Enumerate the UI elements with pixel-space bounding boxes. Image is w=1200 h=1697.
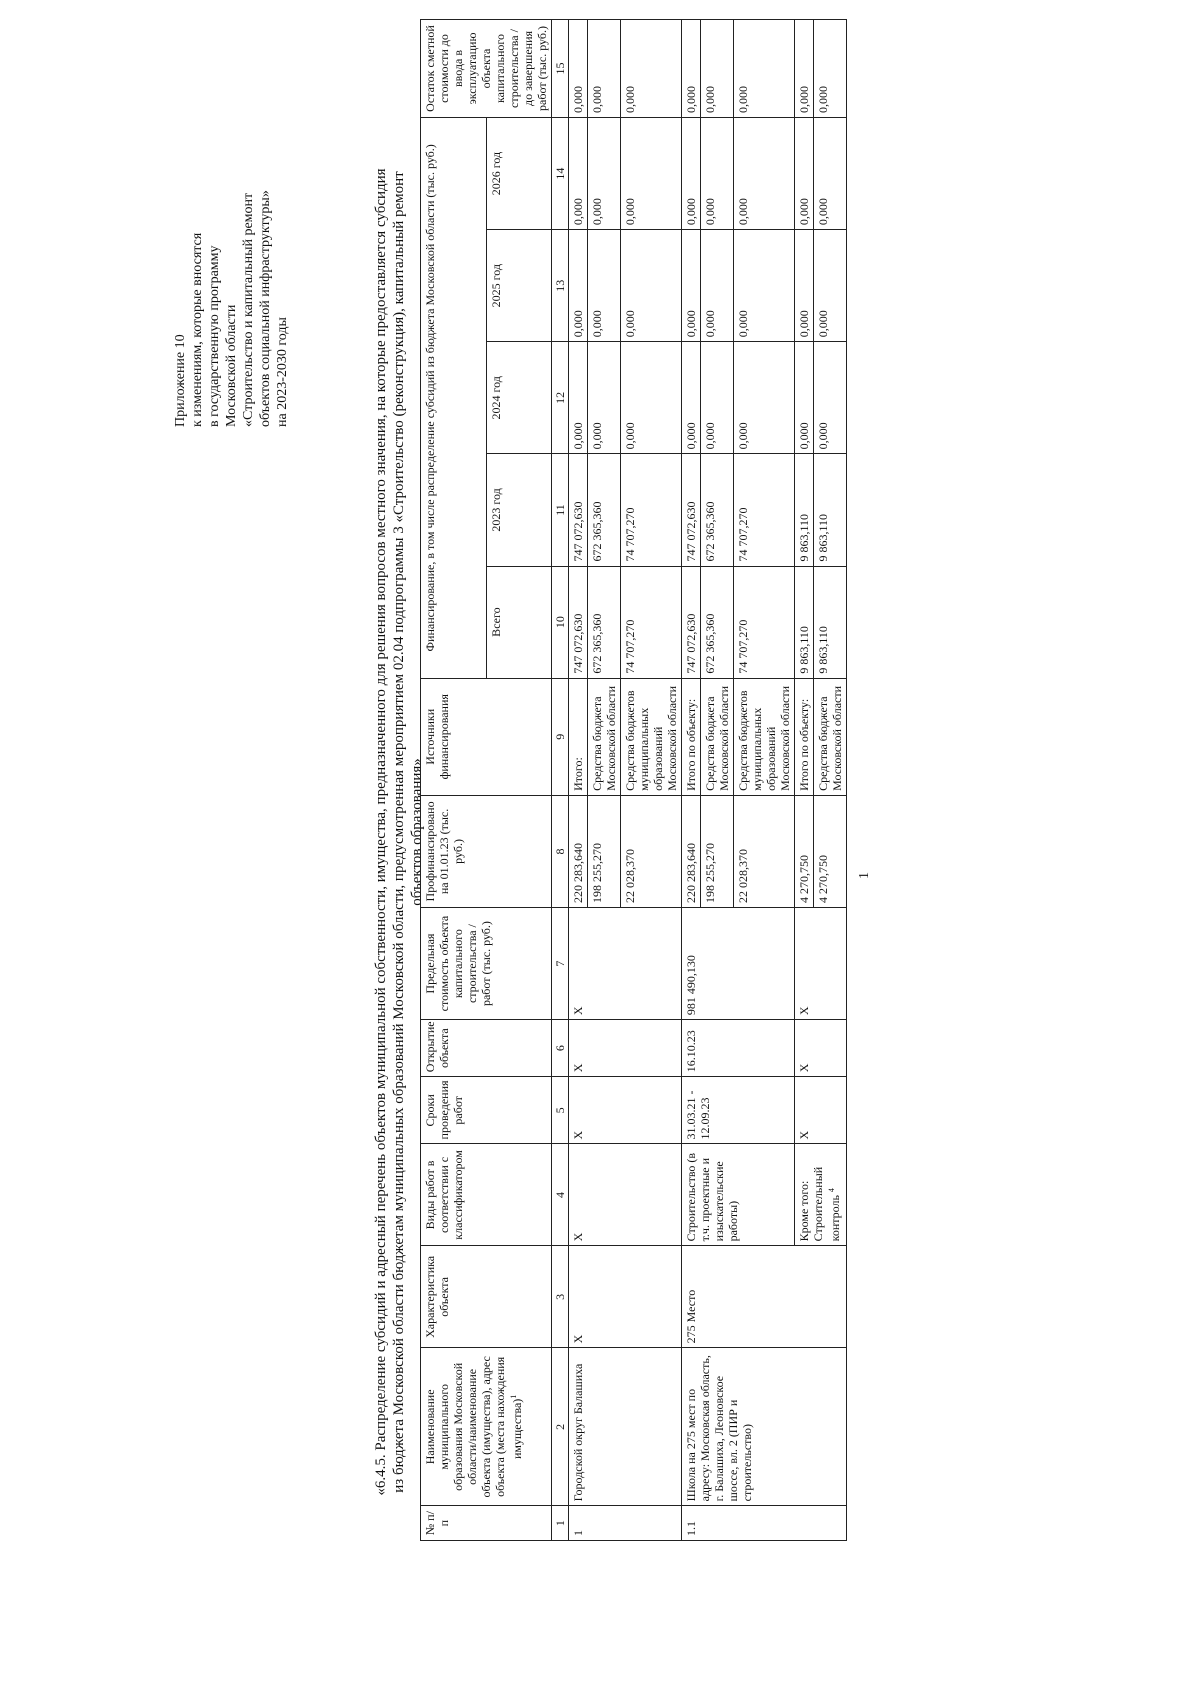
column-number: 7 [552, 908, 569, 1020]
remainder-cell: 0,000 [795, 20, 814, 118]
source-cell: Итого по объекту: [682, 678, 701, 795]
y2025-cell: 0,000 [588, 230, 621, 342]
column-number: 12 [552, 342, 569, 454]
column-number: 3 [552, 1246, 569, 1348]
y2024-cell: 0,000 [588, 342, 621, 454]
district-terms: Х [569, 1077, 682, 1144]
district-opening: Х [569, 1020, 682, 1077]
y2024-cell: 0,000 [682, 342, 701, 454]
y2026-cell: 0,000 [795, 117, 814, 229]
column-number: 8 [552, 795, 569, 907]
column-number: 13 [552, 230, 569, 342]
column-number-row [552, 20, 569, 1541]
remainder-cell: 0,000 [621, 20, 682, 118]
header-2025: 2025 год [486, 230, 552, 342]
y2025-cell: 0,000 [814, 230, 847, 342]
y2023-cell: 9 863,110 [814, 454, 847, 566]
column-number: 15 [552, 20, 569, 118]
table-row [569, 20, 588, 1541]
prefinanced-cell: 4 270,750 [814, 795, 847, 907]
header-2024: 2024 год [486, 342, 552, 454]
control-opening: Х [795, 1020, 847, 1077]
row-num: 1.1 [682, 1506, 847, 1541]
source-cell: Средства бюджетов муниципальных образований Московской области [734, 678, 795, 795]
appendix-line: в государственную программу [207, 245, 222, 427]
header-limit-cost: Предельная стоимость объекта капитального строительства / работ (тыс. руб.) [421, 908, 552, 1020]
y2023-cell: 747 072,630 [682, 454, 701, 566]
appendix-line: объектов социальной инфраструктуры» [258, 190, 273, 427]
district-characteristic: Х [569, 1246, 682, 1348]
object-limit-cost: 981 490,130 [682, 908, 795, 1020]
subsidy-table [420, 19, 847, 1541]
footnote-mark: 4 [827, 1188, 836, 1193]
source-cell: Средства бюджета Московской области [814, 678, 847, 795]
y2025-cell: 0,000 [701, 230, 734, 342]
remainder-cell: 0,000 [569, 20, 588, 118]
page-number: 1 [857, 872, 872, 879]
column-number: 1 [552, 1506, 569, 1541]
total-cell: 747 072,630 [682, 566, 701, 678]
column-number: 5 [552, 1077, 569, 1144]
column-number: 6 [552, 1020, 569, 1077]
appendix-line: на 2023-2030 годы [275, 317, 290, 427]
column-number: 9 [552, 678, 569, 795]
total-cell: 672 365,360 [701, 566, 734, 678]
header-prefinanced: Профинансировано на 01.01.23 (тыс. руб.) [421, 795, 552, 907]
y2025-cell: 0,000 [682, 230, 701, 342]
y2026-cell: 0,000 [569, 117, 588, 229]
header-work-type: Виды работ в соответствии с классификатором [421, 1144, 552, 1246]
header-total: Всего [486, 566, 552, 678]
total-cell: 672 365,360 [588, 566, 621, 678]
prefinanced-cell: 22 028,370 [621, 795, 682, 907]
remainder-cell: 0,000 [814, 20, 847, 118]
y2023-cell: 672 365,360 [701, 454, 734, 566]
y2023-cell: 672 365,360 [588, 454, 621, 566]
table-row [682, 20, 701, 1541]
header-2023: 2023 год [486, 454, 552, 566]
y2025-cell: 0,000 [621, 230, 682, 342]
prefinanced-cell: 4 270,750 [795, 795, 814, 907]
appendix-line: «Строительство и капитальный ремонт [241, 192, 256, 427]
source-cell: Итого: [569, 678, 588, 795]
total-cell: 747 072,630 [569, 566, 588, 678]
column-number: 4 [552, 1144, 569, 1246]
y2023-cell: 74 707,270 [621, 454, 682, 566]
total-cell: 74 707,270 [734, 566, 795, 678]
y2025-cell: 0,000 [569, 230, 588, 342]
y2026-cell: 0,000 [814, 117, 847, 229]
header-opening: Открытие объекта [421, 1020, 552, 1077]
control-terms: Х [795, 1077, 847, 1144]
header-name-text: Наименование муниципального образования Московской области/наименование объекта (имущества), адрес объекта (места нахождения имущества) [423, 1356, 524, 1498]
y2026-cell: 0,000 [682, 117, 701, 229]
header-2026: 2026 год [486, 117, 552, 229]
remainder-cell: 0,000 [588, 20, 621, 118]
y2023-cell: 9 863,110 [795, 454, 814, 566]
section-heading: «6.4.5. Распределение субсидий и адресный перечень объектов муниципальной собственности, имущества, предназначенного для решения вопросов местного значения, на которые предоставляется субсидия из бюджета Московской области бюджетам муниципальных образований Московской области, предусмотренная мероприятием 02.04 подпрограммы 3 «Строительство (реконструкция), капитальный ремонт объектов образования» [373, 168, 425, 1496]
prefinanced-cell: 198 255,270 [588, 795, 621, 907]
y2024-cell: 0,000 [814, 342, 847, 454]
y2026-cell: 0,000 [701, 117, 734, 229]
y2024-cell: 0,000 [701, 342, 734, 454]
header-financing: Финансирование, в том числе распределение субсидий из бюджета Московской области (тыс. руб.) [421, 117, 487, 678]
object-terms: 31.03.21 - 12.09.23 [682, 1077, 795, 1144]
source-cell: Средства бюджетов муниципальных образований Московской области [621, 678, 682, 795]
row-num: 1 [569, 1506, 682, 1541]
y2026-cell: 0,000 [734, 117, 795, 229]
source-cell: Средства бюджета Московской области [701, 678, 734, 795]
header-terms: Сроки проведения работ [421, 1077, 552, 1144]
appendix-line: к изменениям, которые вносятся [190, 232, 205, 427]
y2024-cell: 0,000 [569, 342, 588, 454]
object-opening: 16.10.23 [682, 1020, 795, 1077]
y2025-cell: 0,000 [795, 230, 814, 342]
prefinanced-cell: 220 283,640 [682, 795, 701, 907]
y2023-cell: 747 072,630 [569, 454, 588, 566]
total-cell: 9 863,110 [795, 566, 814, 678]
column-number: 11 [552, 454, 569, 566]
district-limit-cost: Х [569, 908, 682, 1020]
column-number: 2 [552, 1348, 569, 1506]
prefinanced-cell: 22 028,370 [734, 795, 795, 907]
y2026-cell: 0,000 [621, 117, 682, 229]
header-sources: Источники финансирования [421, 678, 552, 795]
column-number: 10 [552, 566, 569, 678]
header-name [421, 1348, 552, 1506]
y2024-cell: 0,000 [795, 342, 814, 454]
source-cell: Средства бюджета Московской области [588, 678, 621, 795]
district-name: Городской округ Балашиха [569, 1348, 682, 1506]
object-characteristic: 275 Место [682, 1246, 847, 1348]
y2024-cell: 0,000 [621, 342, 682, 454]
control-label-text: Кроме того: Строительный контроль [797, 1166, 842, 1242]
appendix-note [172, 127, 291, 427]
header-row [421, 20, 487, 1541]
control-label [795, 1144, 847, 1246]
appendix-line: Приложение 10 [173, 334, 188, 427]
remainder-cell: 0,000 [682, 20, 701, 118]
header-characteristic: Характеристика объекта [421, 1246, 552, 1348]
source-cell: Итого по объекту: [795, 678, 814, 795]
y2025-cell: 0,000 [734, 230, 795, 342]
remainder-cell: 0,000 [701, 20, 734, 118]
y2023-cell: 74 707,270 [734, 454, 795, 566]
object-name: Школа на 275 мест по адресу: Московская область, г. Балашиха, Леоновское шоссе, вл. 2 (ПИР и строительство) [682, 1348, 847, 1506]
remainder-cell: 0,000 [734, 20, 795, 118]
y2024-cell: 0,000 [734, 342, 795, 454]
header-remainder: Остаток сметной стоимости до ввода в эксплуатацию объекта капитального строительства / до завершения работ (тыс. руб.) [421, 20, 552, 118]
footnote-mark: 1 [509, 1394, 518, 1399]
total-cell: 74 707,270 [621, 566, 682, 678]
district-work-type: Х [569, 1144, 682, 1246]
header-num: № п/п [421, 1506, 552, 1541]
appendix-line: Московской области [224, 304, 239, 427]
object-work-type: Строительство (в т.ч. проектные и изыскательские работы) [682, 1144, 795, 1246]
y2026-cell: 0,000 [588, 117, 621, 229]
column-number: 14 [552, 117, 569, 229]
control-limit-cost: Х [795, 908, 847, 1020]
prefinanced-cell: 220 283,640 [569, 795, 588, 907]
prefinanced-cell: 198 255,270 [701, 795, 734, 907]
total-cell: 9 863,110 [814, 566, 847, 678]
